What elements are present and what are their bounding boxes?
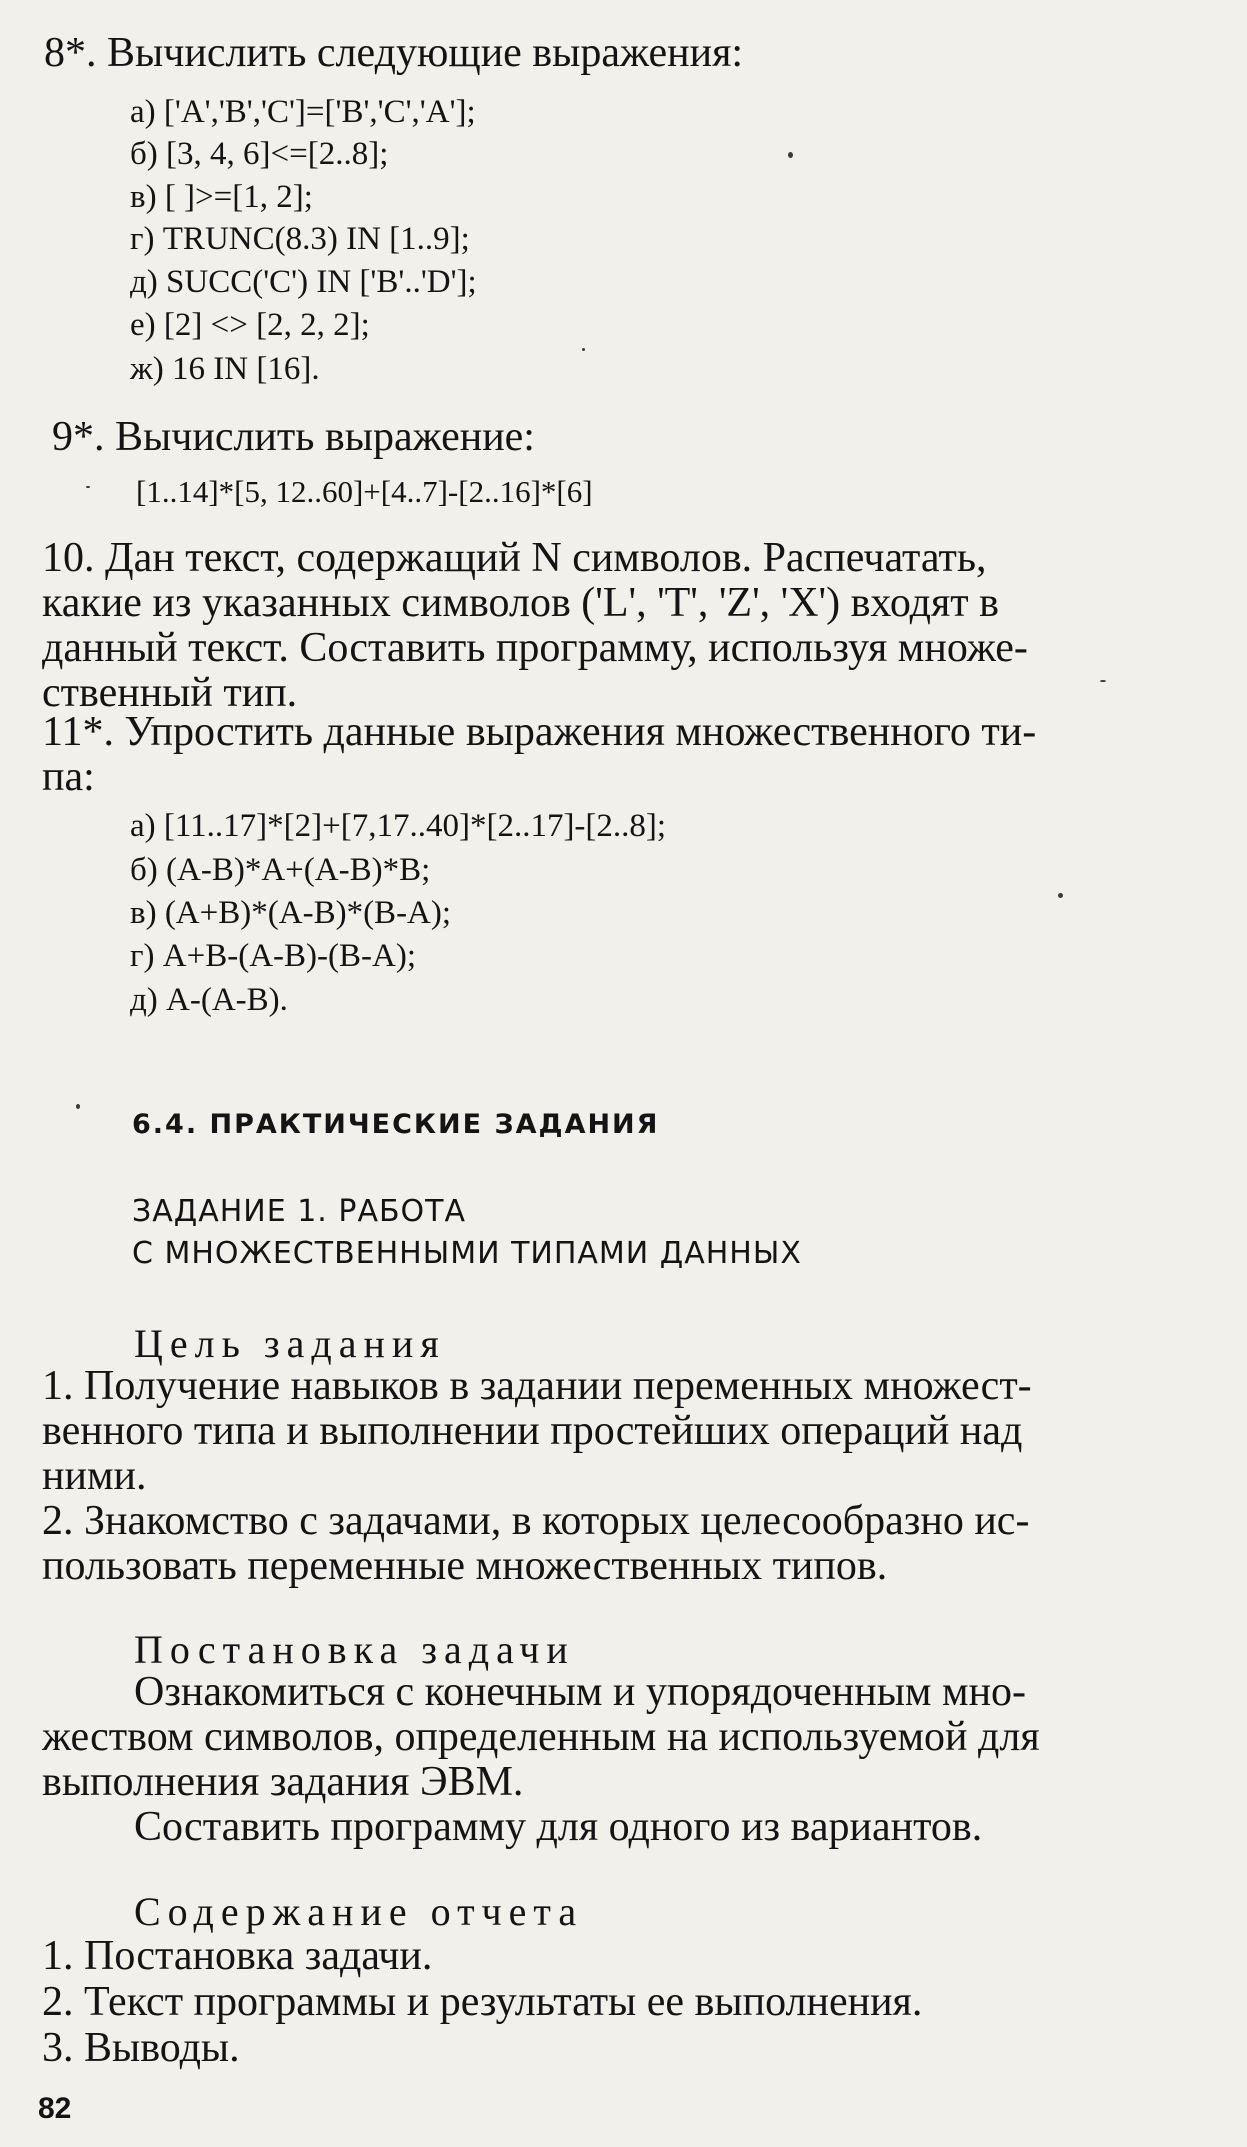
problem-8-item-g: г) TRUNC(8.3) IN [1..9]; xyxy=(130,221,470,257)
problem-11-line: 11*. Упростить данные выражения множественного ти- xyxy=(42,709,1037,755)
goal-text xyxy=(42,1364,1204,1589)
scan-speck xyxy=(788,152,793,158)
problem-9-expression: [1..14]*[5, 12..60]+[4..7]-[2..16]*[6] xyxy=(136,474,593,509)
report-item: 1. Постановка задачи. xyxy=(42,1933,433,1979)
statement-line: Ознакомиться с конечным и упорядоченным мно- xyxy=(134,1669,1027,1715)
problem-11-item-v: в) (A+B)*(A-B)*(B-A); xyxy=(130,895,452,931)
problem-11-item-g: г) A+B-(A-B)-(B-A); xyxy=(130,938,416,974)
goal-line: венного типа и выполнении простейших операций над xyxy=(42,1408,1023,1454)
statement-line: жеством символов, определенным на используемой для xyxy=(42,1714,1040,1760)
scan-speck xyxy=(1100,680,1106,682)
report-item: 3. Выводы. xyxy=(42,2025,240,2071)
page-number: 82 xyxy=(38,2092,72,2125)
goal-line: пользовать переменные множественных типов. xyxy=(42,1543,888,1589)
scan-speck xyxy=(76,1104,80,1109)
problem-9-title: 9*. Вычислить выражение: xyxy=(52,414,535,460)
problem-11-item-b: б) (A-B)*A+(A-B)*B; xyxy=(130,852,431,888)
statement-heading: Постановка задачи xyxy=(134,1627,575,1672)
statement-line: выполнения задания ЭВМ. xyxy=(42,1759,524,1805)
report-heading: Содержание отчета xyxy=(134,1889,584,1934)
report-item: 2. Текст программы и результаты ее выполнения. xyxy=(42,1979,923,2025)
scan-speck xyxy=(582,348,585,351)
problem-10-line: 10. Дан текст, содержащий N символов. Распечатать, xyxy=(42,535,987,581)
task-heading-line-1: ЗАДАНИЕ 1. РАБОТА xyxy=(132,1194,467,1229)
problem-10-line: какие из указанных символов ('L', 'T', 'Z', 'X') входят в xyxy=(42,580,999,626)
problem-8-item-a: а) ['A','B','C']=['B','C','A']; xyxy=(130,94,476,130)
problem-8-item-e: е) [2] <> [2, 2, 2]; xyxy=(130,307,370,343)
goal-line: ними. xyxy=(42,1453,147,1499)
task-heading-line-2: С МНОЖЕСТВЕННЫМИ ТИПАМИ ДАННЫХ xyxy=(132,1236,802,1271)
statement-text xyxy=(42,1670,1204,1850)
section-heading: 6.4. ПРАКТИЧЕСКИЕ ЗАДАНИЯ xyxy=(132,1109,660,1140)
problem-11-line: па: xyxy=(42,754,95,800)
problem-11-item-a: а) [11..17]*[2]+[7,17..40]*[2..17]-[2..8]; xyxy=(130,808,667,844)
problem-10 xyxy=(42,536,1204,716)
problem-8-item-v: в) [ ]>=[1, 2]; xyxy=(130,179,313,215)
problem-8-item-zh: ж) 16 IN [16]. xyxy=(130,351,320,387)
goal-line: 2. Знакомство с задачами, в которых целесообразно ис- xyxy=(42,1498,1030,1544)
goal-heading: Цель задания xyxy=(134,1321,446,1366)
problem-8-item-d: д) SUCC('C') IN ['B'..'D']; xyxy=(130,264,477,300)
problem-10-line: ственный тип. xyxy=(42,670,298,716)
problem-8-item-b: б) [3, 4, 6]<=[2..8]; xyxy=(130,136,389,172)
problem-10-line: данный текст. Составить программу, используя множе- xyxy=(42,625,1028,671)
scan-speck xyxy=(1058,893,1063,898)
scan-speck xyxy=(86,486,90,488)
statement-line: Составить программу для одного из вариантов. xyxy=(134,1804,983,1850)
problem-11-item-d: д) A-(A-B). xyxy=(130,982,288,1018)
problem-11 xyxy=(42,710,1204,800)
goal-line: 1. Получение навыков в задании переменных множест- xyxy=(42,1363,1032,1409)
problem-8-title: 8*. Вычислить следующие выражения: xyxy=(44,30,744,76)
